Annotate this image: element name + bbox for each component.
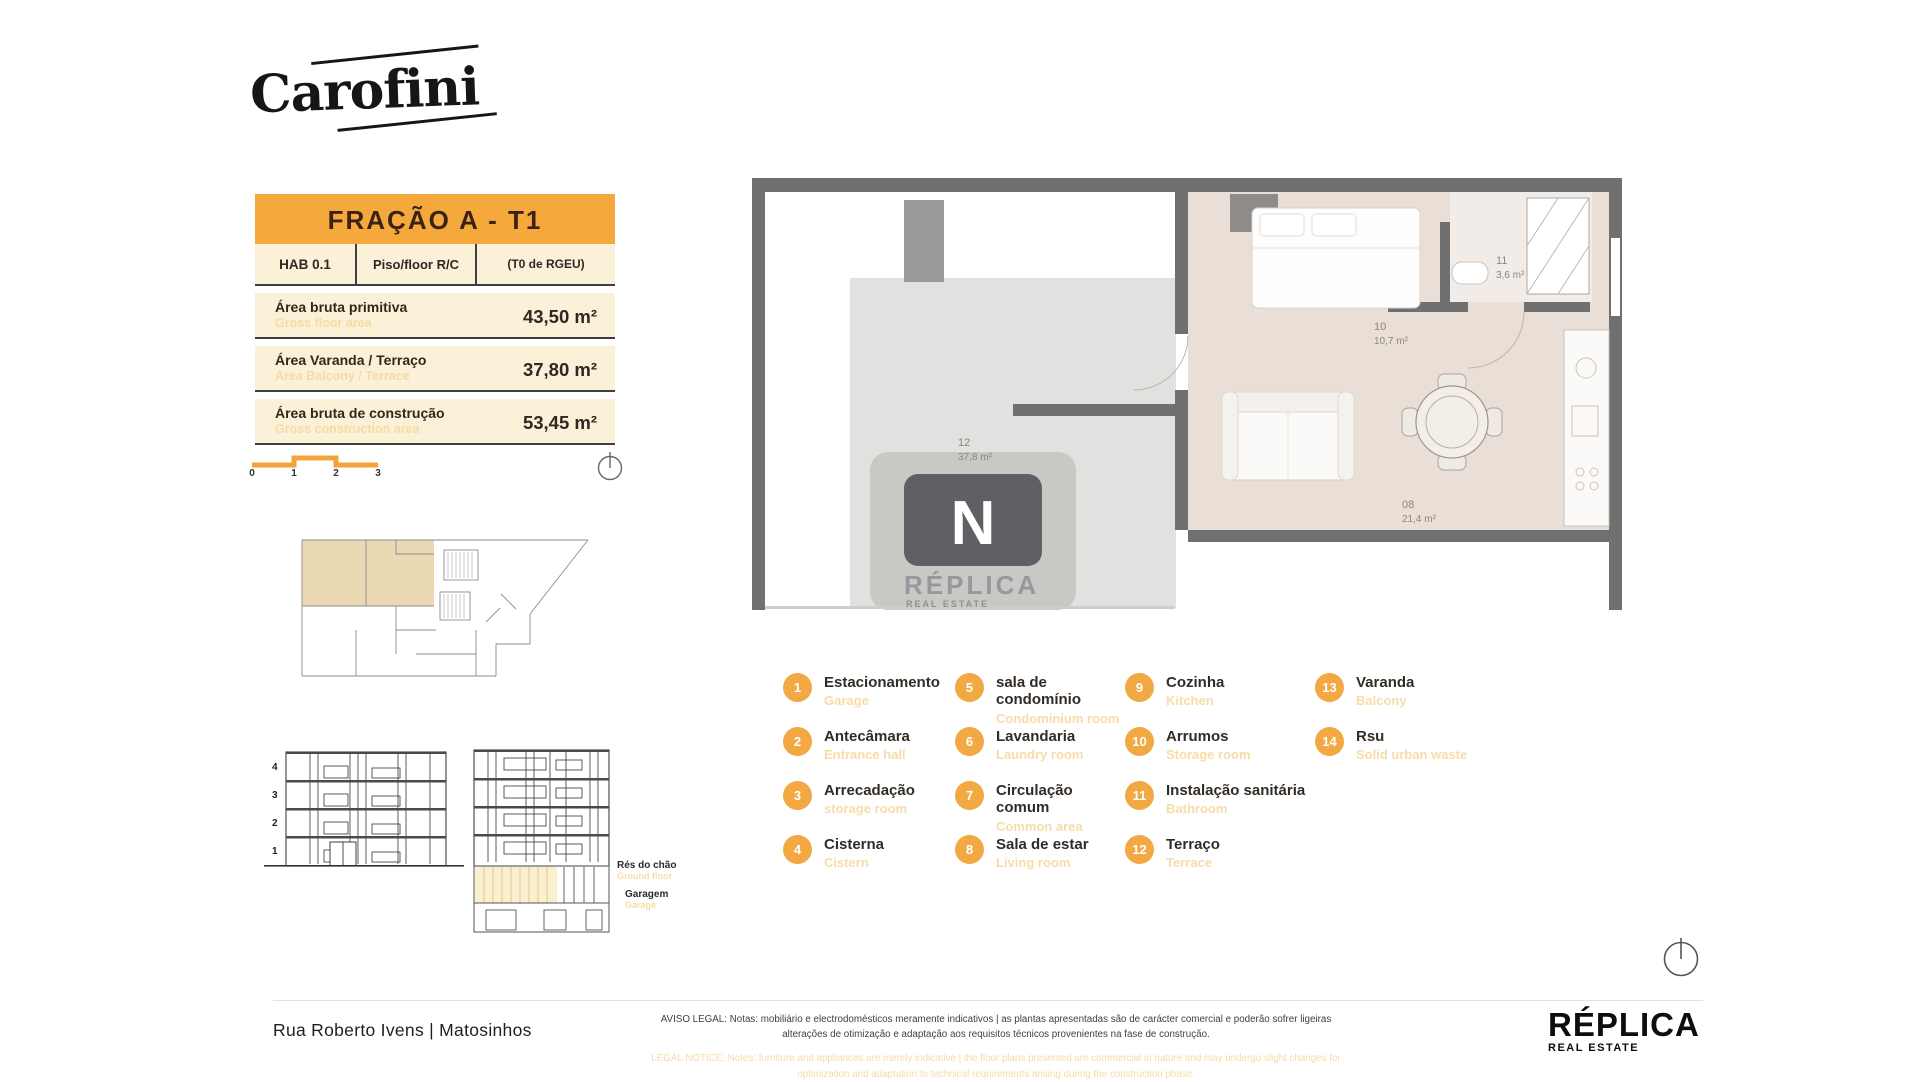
unit-meta-hab: HAB 0.1 — [279, 256, 331, 272]
legend-label-en: Living room — [996, 855, 1071, 871]
legend-label-en: Kitchen — [1166, 693, 1214, 709]
legend-label-en: Terrace — [1166, 855, 1213, 871]
legend-item-7 — [955, 781, 1125, 835]
legend-number-badge: 5 — [955, 673, 984, 702]
room-area: 37,8 m² — [958, 452, 992, 463]
elevation-labels — [617, 860, 727, 918]
legend-number-badge: 1 — [783, 673, 812, 702]
legend-label-pt: Cozinha — [1166, 674, 1225, 691]
key-plan — [296, 534, 641, 694]
floor-label: 1 — [272, 846, 278, 857]
scale-tick: 1 — [291, 468, 297, 479]
legend-item-5 — [955, 673, 1125, 727]
legend-number-badge: 4 — [783, 835, 812, 864]
room-number: 08 — [1402, 499, 1415, 511]
room-area: 3,6 m² — [1496, 270, 1525, 281]
unit-meta-floor: Piso/floor R/C — [355, 244, 475, 284]
legal-notice-en: LEGAL NOTICE: Notes: furniture and appliances are merely indicative | the floor plans presented are commercial in nature and may undergo slight changes for optimization and adaptation to technical requirements arising during the construction phase. — [651, 1053, 1341, 1080]
room-number: 11 — [1496, 255, 1508, 267]
legend-number-badge: 14 — [1315, 727, 1344, 756]
legend-number-badge: 7 — [955, 781, 984, 810]
legend-number-badge: 6 — [955, 727, 984, 756]
legend-label-en: Solid urban waste — [1356, 747, 1468, 763]
legal-notice — [650, 1012, 1342, 1082]
legend-item-10 — [1125, 727, 1315, 781]
area-label: Área Varanda / Terraço — [275, 352, 427, 368]
legend-label-pt: Arrumos — [1166, 728, 1229, 745]
legend-label-en: storage room — [824, 801, 908, 817]
legend-item-13 — [1315, 673, 1515, 727]
legend-label-en: Balcony — [1356, 693, 1407, 709]
room-area: 10,7 m² — [1374, 336, 1408, 347]
area-row-gross-construction — [255, 399, 615, 445]
legend-number-badge: 8 — [955, 835, 984, 864]
legend-label-en: Bathroom — [1166, 801, 1228, 817]
floor-label: 3 — [272, 790, 278, 801]
legend-label-en: Garage — [824, 693, 869, 709]
legend-label-pt: Lavandaria — [996, 728, 1076, 745]
replica-logo-subtitle: REAL ESTATE — [1548, 1042, 1640, 1054]
scale-tick: 2 — [333, 468, 339, 479]
unit-title: FRAÇÃO A - T1 — [255, 194, 615, 244]
elevation-label-en: Garage — [625, 900, 657, 910]
legend-item-12 — [1125, 835, 1315, 889]
legend-number-badge: 12 — [1125, 835, 1154, 864]
toilet-icon — [1452, 262, 1488, 284]
legend-label-pt: Rsu — [1356, 728, 1385, 745]
legend-label-pt: sala de condomínio — [996, 674, 1081, 709]
legend-label-pt: Circulação comum — [996, 782, 1073, 817]
unit-card — [255, 194, 615, 445]
legend-label-en: Storage room — [1166, 747, 1251, 763]
legend-number-badge: 11 — [1125, 781, 1154, 810]
legend-item-6 — [955, 727, 1125, 781]
legend-label-en: Condominium room — [996, 710, 1120, 726]
floor-label: 4 — [272, 762, 278, 773]
legend-label-pt: Sala de estar — [996, 836, 1089, 853]
sofa-icon — [1222, 392, 1354, 480]
legend-number-badge: 13 — [1315, 673, 1344, 702]
replica-logo-title: RÉPLICA — [1548, 1006, 1700, 1043]
area-sublabel: Gross construction area — [275, 422, 420, 436]
legend-label-pt: Arrecadação — [824, 782, 915, 799]
elevation-label-pt: Garagem — [625, 889, 669, 900]
area-row-gross-floor — [255, 293, 615, 339]
bed-icon — [1252, 208, 1420, 308]
watermark-subtitle: REAL ESTATE — [906, 599, 990, 609]
north-compass-icon — [592, 448, 628, 484]
legend-item-11 — [1125, 781, 1315, 835]
area-label: Área bruta primitiva — [275, 299, 408, 315]
logo-wordmark: Carofini — [249, 56, 480, 126]
area-sublabel: Gross floor area — [275, 316, 372, 330]
replica-watermark — [904, 474, 1042, 609]
legend-number-badge: 10 — [1125, 727, 1154, 756]
watermark-title: RÉPLICA — [904, 570, 1040, 600]
building-elevations — [264, 744, 684, 959]
legend-number-badge: 3 — [783, 781, 812, 810]
legend-item-3 — [783, 781, 955, 835]
scale-tick: 0 — [249, 468, 255, 479]
legend-label-pt: Terraço — [1166, 836, 1220, 853]
elevation-label-en: Ground floor — [617, 871, 672, 881]
room-area: 21,4 m² — [1402, 514, 1436, 525]
legend-number-badge: 2 — [783, 727, 812, 756]
room-legend — [783, 673, 1515, 889]
area-row-balcony-terrace — [255, 346, 615, 392]
project-address: Rua Roberto Ivens | Matosinhos — [273, 1020, 532, 1040]
legend-item-9 — [1125, 673, 1315, 727]
carofini-logo — [249, 42, 502, 137]
floor-label: 2 — [272, 818, 278, 829]
scale-tick: 3 — [375, 468, 381, 479]
legend-label-pt: Varanda — [1356, 674, 1415, 691]
area-value: 43,50 m² — [522, 306, 597, 327]
replica-logo — [1548, 1006, 1700, 1054]
legend-label-pt: Cisterna — [824, 836, 885, 853]
area-value: 53,45 m² — [522, 412, 597, 433]
elevation-label-garage — [617, 889, 727, 910]
legend-number-badge: 9 — [1125, 673, 1154, 702]
area-sublabel: Area Balcony / Terrace — [275, 369, 410, 383]
scale-bar — [250, 452, 380, 482]
scale-bar-icon — [250, 452, 380, 468]
room-number: 12 — [958, 437, 971, 449]
watermark-logo-letter: N — [950, 489, 996, 558]
legend-label-en: Laundry room — [996, 747, 1084, 763]
area-label: Área bruta de construção — [275, 405, 445, 421]
area-value: 37,80 m² — [522, 359, 597, 380]
unit-meta-rgeu: (T0 de RGEU) — [475, 244, 615, 284]
kitchen-counter-icon — [1564, 330, 1609, 526]
legend-item-1 — [783, 673, 955, 727]
legend-label-en: Common area — [996, 818, 1083, 834]
legend-item-2 — [783, 727, 955, 781]
legend-label-pt: Estacionamento — [824, 674, 940, 691]
legend-label-en: Entrance hall — [824, 747, 906, 763]
elevation-label-pt: Rés do chão — [617, 860, 677, 871]
legend-label-en: Cistern — [824, 855, 869, 871]
elevation-label-ground-floor — [617, 860, 727, 881]
legend-label-pt: Antecâmara — [824, 728, 910, 745]
legend-label-pt: Instalação sanitária — [1166, 782, 1306, 799]
north-compass-icon — [1660, 936, 1704, 980]
floor-plan — [752, 178, 1622, 610]
legend-item-14 — [1315, 727, 1515, 781]
footer-divider — [273, 1000, 1703, 1001]
legend-item-8 — [955, 835, 1125, 889]
unit-meta-row — [255, 244, 615, 286]
room-number: 10 — [1374, 321, 1387, 333]
legend-item-4 — [783, 835, 955, 889]
legal-notice-pt: AVISO LEGAL: Notas: mobiliário e electrodomésticos meramente indicativos | as plantas apresentadas são de carácter comercial e poderão sofrer ligeiras alterações de otimização e adaptação aos requisitos técnicos provenientes na fase de construção. — [660, 1014, 1332, 1041]
